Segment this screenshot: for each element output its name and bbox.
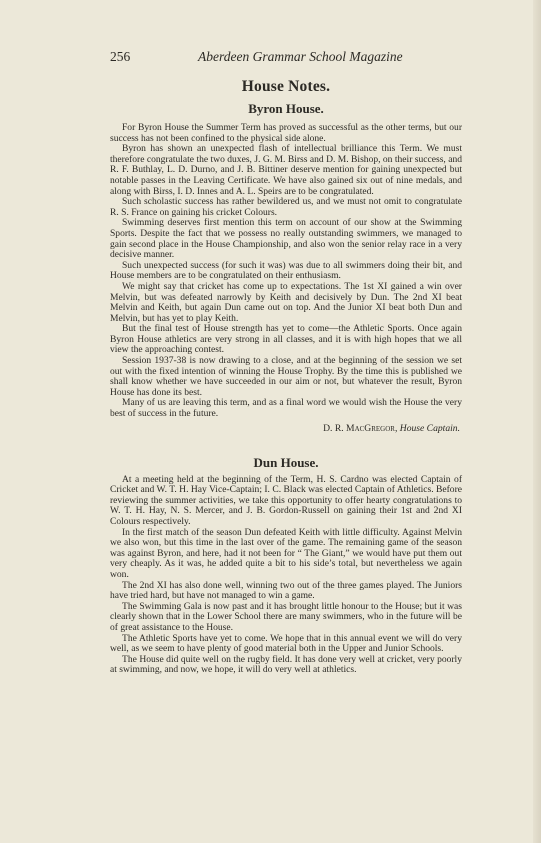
- paragraph: For Byron House the Summer Term has proved as successful as the other terms, but our success has not been confined to the physical side alone.: [110, 122, 462, 144]
- paragraph: Swimming deserves first mention this term on account of our show at the Swimming Sports. Despite the fact that we possess no really outstanding swimmers, we managed to gain second place in the House Championship, and also won the senior relay race in a very decisive manner.: [110, 217, 462, 261]
- section-heading-byron: Byron House.: [248, 101, 324, 116]
- paragraph: The 2nd XI has also done well, winning two out of the three games played. The Juniors have tried hard, but have not managed to win a game.: [110, 579, 462, 602]
- paragraph: Byron has shown an unexpected flash of intellectual brilliance this Term. We must therefore congratulate the two duxes, J. G. M. Birss and D. M. Bishop, on their success, and R. F. Buthlay, L. D. Durno, and J. B. Bittiner deserve mention for gaining unexpected but notable passes in the Leaving Certificate. We have also gained six out of nine medals, and along with Birss, I. D. Innes and A. L. Speirs are to be congratulated.: [110, 143, 462, 197]
- article-title: House Notes.: [241, 78, 331, 95]
- paragraph: Such unexpected success (for such it was) was due to all swimmers doing their bit, and House members are to be congratulated on their enthusiasm.: [110, 259, 462, 282]
- paragraph: The Swimming Gala is now past and it has brought little honour to the House; but it was clearly shown that in the Lower School there are many swimmers, who in the future will be of great assistance to the House.: [110, 600, 462, 633]
- paragraph: Such scholastic success has rather bewildered us, and we must not omit to congratulate R. S. France on gaining his cricket Colours.: [110, 196, 462, 218]
- paragraph: Many of us are leaving this term, and as a final word we would wish the House the very best of success in the future.: [110, 397, 462, 420]
- journal-title: Aberdeen Grammar School Magazine: [198, 49, 403, 64]
- signature-name: D. R. MacGregor,: [323, 422, 398, 434]
- paragraph: At a meeting held at the beginning of the Term, H. S. Cardno was elected Captain of Cricket and W. T. H. Hay Vice-Captain; I. C. Black was elected Captain of Athletics. Before reviewing the summer activities, we take this opportunity to offer hearty congratulations to W. T. H. Hay, N. S. Mercer, and J. B. Gordon-Russell on gaining their 1st and 2nd XI Colours respectively.: [110, 473, 462, 527]
- paragraph: In the first match of the season Dun defeated Keith with little difficulty. Against Melvin we also won, but this time in the last over of the game. The remaining game of the season was against Byron, and here, had it not been for “ The Giant,” we would have put them out very cheaply. As it was, he added quite a bit to his side’s total, but nevertheless we again won.: [110, 526, 462, 580]
- section-heading-dun: Dun House.: [253, 454, 319, 470]
- signature: [110, 423, 460, 434]
- paragraph: The House did quite well on the rugby field. It has done very well at cricket, very poorly at swimming, and now, we hope, it will do very well at athletics.: [110, 653, 462, 676]
- dun-house-section: [110, 453, 462, 676]
- paragraph: We might say that cricket has come up to expectations. The 1st XI gained a win over Melvin, but was defeated narrowly by Keith and decisively by Dun. The 2nd XI beat Melvin and Keith, but again Dun came out on top. And the Junior XI beat both Dun and Melvin, but has yet to play Keith.: [110, 280, 462, 324]
- paragraph: Session 1937-38 is now drawing to a close, and at the beginning of the session we set out with the fixed intention of winning the House Trophy. By the time this is published we shall know whether we have succeeded in our aim or not, but whatever the result, Byron House has done its best.: [110, 355, 462, 398]
- page-edge-shadow: [533, 0, 541, 843]
- byron-house-text: [110, 123, 462, 420]
- paragraph: But the final test of House strength has yet to come—the Athletic Sports. Once again Byron House athletics are very strong in all classes, and it is with high hopes that we all view the approaching contest.: [110, 323, 462, 356]
- byron-house-section: [110, 99, 462, 434]
- article: [110, 76, 462, 676]
- signature-role: House Captain.: [399, 422, 460, 434]
- paragraph: The Athletic Sports have yet to come. We hope that in this annual event we will do very well, as we seem to have plenty of good material both in the Upper and Junior Schools.: [110, 632, 462, 655]
- page-number: 256: [110, 49, 131, 64]
- dun-house-text: [110, 475, 462, 676]
